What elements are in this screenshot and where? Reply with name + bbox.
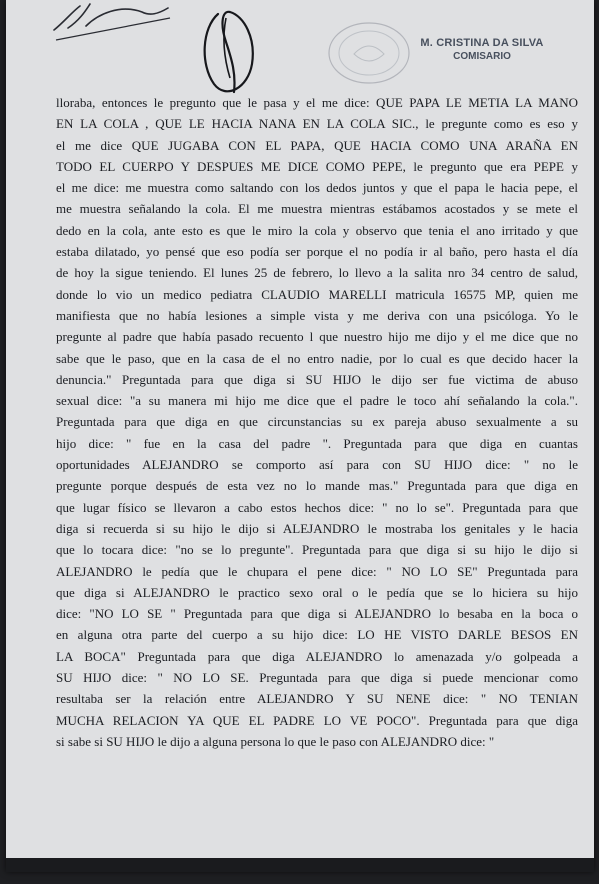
police-seal bbox=[324, 18, 414, 88]
statement-line: LA BOCA" Preguntada para que diga ALEJANDRO lo amenazada y/o golpeada a bbox=[56, 648, 578, 664]
statement-line: hijo dice: " fue en la casa del padre ". Preguntada para que diga en cuantas bbox=[56, 435, 578, 451]
statement-line: sexual dice: "a su manera mi hijo me dice que el padre le toco ahí señalando la cola.". bbox=[56, 393, 578, 409]
official-stamp bbox=[412, 36, 552, 64]
statement-line: oportunidades ALEJANDRO se comporto así para con SU HIJO dice: " no le bbox=[56, 457, 578, 473]
official-name: M. CRISTINA DA SILVA bbox=[420, 37, 544, 49]
statement-line: MUCHA RELACION YA QUE EL PADRE LO VE POCO". Preguntada para que diga bbox=[56, 712, 578, 728]
statement-line: sabe que le paso, que en la casa de el no entro nadie, por lo cual es que decido hacer la bbox=[56, 350, 578, 366]
statement-line: en alguna otra parte del cuerpo a su hijo dice: LO HE VISTO DARLE BESOS EN bbox=[56, 627, 578, 643]
statement-line: Preguntada para que diga en que circunstancias su ex pareja abuso sexualmente a su bbox=[56, 414, 578, 430]
statement-line: EN LA COLA , QUE LE HACIA NANA EN LA COLA SIC., le pregunte como es eso y bbox=[56, 116, 578, 132]
document-page bbox=[6, 0, 594, 872]
statement-line: que diga si ALEJANDRO le practico sexo oral o le pedía que se lo hiciera su hijo bbox=[56, 584, 578, 600]
statement-line: el me dice: me muestra como saltando con los dedos juntos y que el papa le hacia pepe, el bbox=[56, 180, 578, 196]
statement-line: si sabe si SU HIJO le dijo a alguna persona lo que le paso con ALEJANDRO dice: " bbox=[56, 733, 495, 749]
statement-line: de hoy la sigue teniendo. El lunes 25 de febrero, lo llevo a la salita nro 34 centro de salud, bbox=[56, 265, 578, 281]
statement-line: SU HIJO dice: " NO LO SE. Preguntada para que diga si puede mencionar como bbox=[56, 670, 578, 686]
statement-line: me muestra señalando la cola. El me muestra mientras estábamos acostados y se mete el bbox=[56, 201, 578, 217]
statement-line: dice: "NO LO SE " Preguntada para que diga si ALEJANDRO lo besaba en la boca o bbox=[56, 606, 578, 622]
official-rank: COMISARIO bbox=[453, 51, 511, 62]
statement-text bbox=[56, 92, 578, 752]
statement-line: manifiesta que no había lesiones a simple vista y me deriva con una psicóloga. Yo le bbox=[56, 307, 578, 323]
page-bottom-edge bbox=[6, 858, 594, 872]
statement-line: TODO EL CUERPO Y DESPUES ME DICE COMO PEPE, le pregunto que era PEPE y bbox=[56, 158, 578, 174]
statement-line: que lugar físico se llevaron a cabo estos hechos dice: " no lo se". Preguntada para que bbox=[56, 499, 578, 515]
statement-line: ALEJANDRO le pedía que le chupara el pene dice: " NO LO SE" Preguntada para bbox=[56, 563, 578, 579]
statement-line: denuncia." Preguntada para que diga si SU HIJO le dijo ser fue victima de abuso bbox=[56, 371, 578, 387]
signature-scribble bbox=[196, 8, 266, 96]
statement-line: el me dice QUE JUGABA CON EL PAPA, QUE HACIA COMO UNA ARAÑA EN bbox=[56, 137, 578, 153]
statement-line: que lo tocara dice: "no se lo pregunte". Preguntada para que diga si su hijo le dijo si bbox=[56, 542, 578, 558]
statement-line: dedo en la cola, ante esto es que le miro la cola y observo que tenia el ano irritado y que bbox=[56, 222, 578, 238]
statement-line: estaba dilatado, yo pensé que eso podía ser porque el no podía ir al baño, pero hasta el día bbox=[56, 244, 578, 260]
statement-line: lloraba, entonces le pregunto que le pasa y el me dice: QUE PAPA LE METIA LA MANO bbox=[56, 95, 578, 110]
signature-left bbox=[50, 0, 180, 45]
statement-line: resultaba ser la relación entre ALEJANDRO Y SU NENE dice: " NO TENIAN bbox=[56, 691, 578, 707]
statement-line: pregunte porque después de esta vez no lo mande mas." Preguntada para que diga en bbox=[56, 478, 578, 494]
statement-line: diga si recuerda si su hijo le dijo si ALEJANDRO le mostraba los genitales y le hacia bbox=[56, 520, 578, 536]
statement-line: pregunte al padre que había pasado recuento l que nuestro hijo me dijo y el me dice que no bbox=[56, 329, 578, 345]
statement-line: donde lo vio un medico pediatra CLAUDIO MARELLI matricula 16575 MP, quien me bbox=[56, 286, 578, 302]
